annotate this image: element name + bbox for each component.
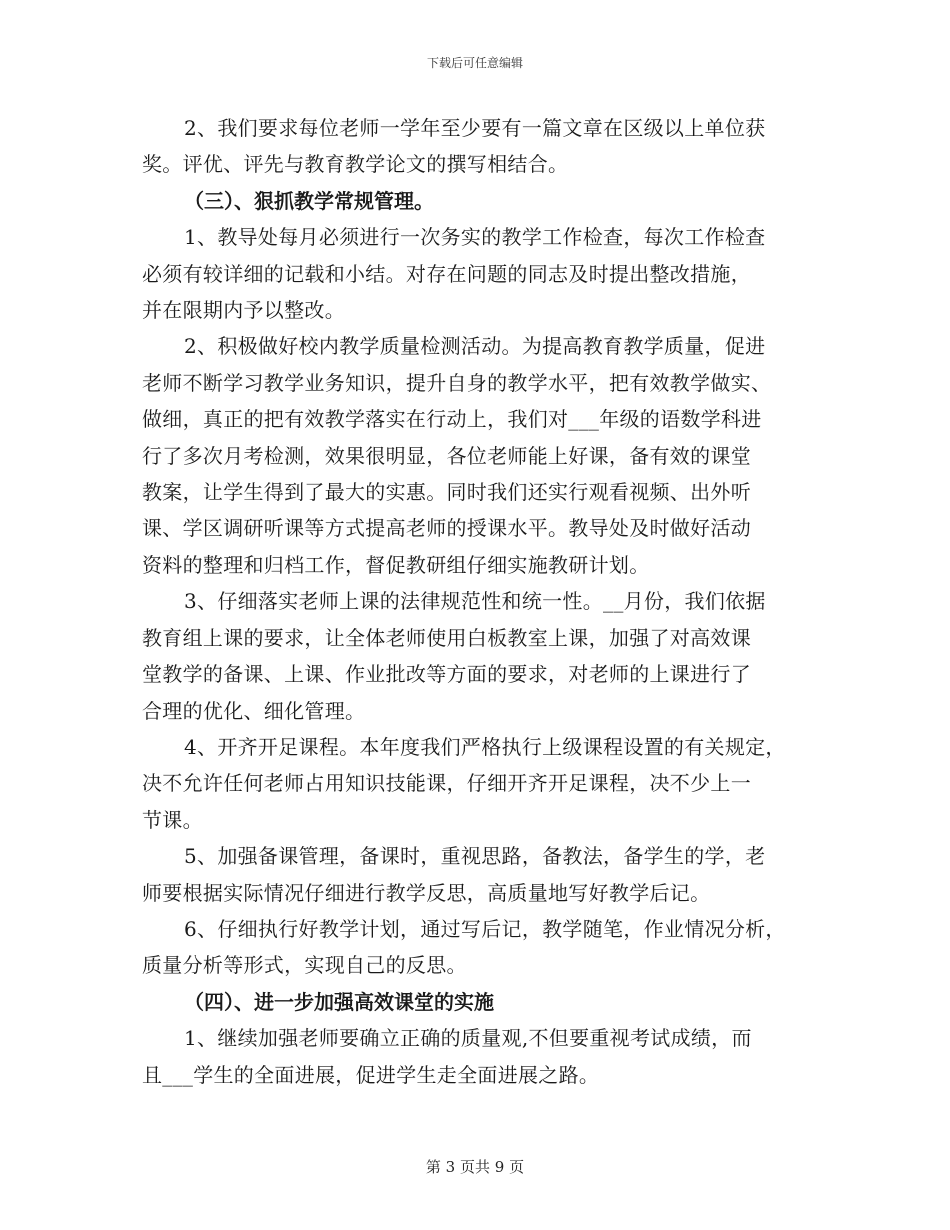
text-line: 做细，真正的把有效教学落实在行动上，我们对___年级的语数学科进	[142, 407, 762, 432]
text-line: 并在限期内予以整改。	[142, 298, 345, 323]
heading-text: （三）、狠抓教学常规管理。	[184, 188, 434, 213]
page-footer: 第 3 页共 9 页	[425, 1158, 525, 1176]
paragraph-8	[142, 911, 822, 984]
paragraph-3	[142, 219, 822, 328]
text-line: 决不允许任何老师占用知识技能课，仔细开齐开足课程，决不少上一	[142, 771, 751, 796]
text-line: 资料的整理和归档工作，督促教研组仔细实施教研计划。	[142, 552, 650, 577]
text-line: 1、教导处每月必须进行一次务实的教学工作检查，每次工作检查	[184, 225, 766, 250]
text-line: 课、学区调研听课等方式提高老师的授课水平。教导处及时做好活动	[142, 516, 751, 541]
paragraph-10	[142, 1020, 822, 1093]
section-heading-3	[142, 183, 822, 219]
text-line: 教育组上课的要求，让全体老师使用白板教室上课，加强了对高效课	[142, 625, 751, 650]
text-line: 1、继续加强老师要确立正确的质量观,不但要重视考试成绩，而	[184, 1026, 752, 1051]
text-line: 合理的优化、细化管理。	[142, 698, 366, 723]
paragraph-4	[142, 328, 822, 583]
paragraph-6	[142, 729, 822, 838]
text-line: 老师不断学习教学业务知识，提升自身的教学水平，把有效教学做实、	[142, 370, 772, 395]
text-line: 5、加强备课管理，备课时，重视思路，备教法，备学生的学，老	[184, 844, 766, 869]
text-line: 必须有较详细的记载和小结。对存在问题的同志及时提出整改措施，	[142, 261, 751, 286]
text-line: 节课。	[142, 807, 203, 832]
text-line: 行了多次月考检测，效果很明显，各位老师能上好课，备有效的课堂	[142, 443, 751, 468]
text-line: 6、仔细执行好教学计划，通过写后记，教学随笔，作业情况分析，	[184, 916, 786, 941]
paragraph-5	[142, 583, 822, 729]
text-line: 4、开齐开足课程。本年度我们严格执行上级课程设置的有关规定，	[184, 734, 786, 759]
text-line: 2、积极做好校内教学质量检测活动。为提高教育教学质量，促进	[184, 334, 766, 359]
paragraph-1	[142, 110, 822, 183]
text-line: 3、仔细落实老师上课的法律规范性和统一性。__月份，我们依据	[184, 589, 766, 614]
text-line: 质量分析等形式，实现自己的反思。	[142, 953, 467, 978]
paragraph-7	[142, 838, 822, 911]
text-line: 教案，让学生得到了最大的实惠。同时我们还实行观看视频、出外听	[142, 480, 751, 505]
page-header: 下载后可任意编辑	[426, 56, 523, 70]
document-body	[142, 110, 822, 1093]
text-line: 师要根据实际情况仔细进行教学反思，高质量地写好教学后记。	[142, 880, 711, 905]
text-line: 2、我们要求每位老师一学年至少要有一篇文章在区级以上单位获	[184, 116, 766, 140]
text-line: 且___学生的全面进展，促进学生走全面进展之路。	[142, 1062, 600, 1087]
text-line: 奖。评优、评先与教育教学论文的撰写相结合。	[142, 152, 569, 177]
section-heading-4	[142, 984, 822, 1020]
text-line: 堂教学的备课、上课、作业批改等方面的要求，对老师的上课进行了	[142, 662, 751, 687]
heading-text: （四）、进一步加强高效课堂的实施	[184, 989, 494, 1014]
